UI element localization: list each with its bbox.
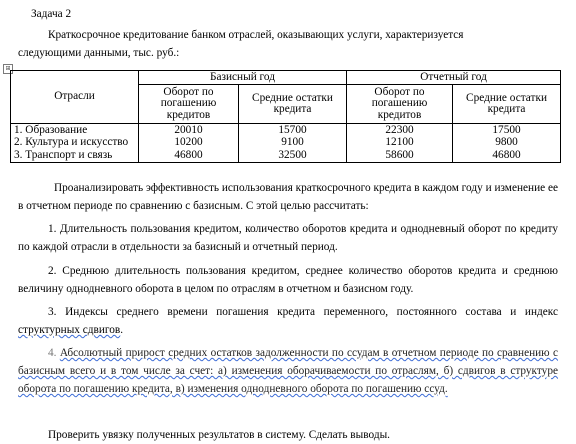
cell-base-balance: 32500 bbox=[239, 150, 347, 163]
header-branches: Отрасли bbox=[11, 71, 139, 124]
cell-report-balance: 17500 bbox=[453, 124, 561, 137]
task-item-3-end: . bbox=[120, 324, 124, 336]
cell-base-turnover: 10200 bbox=[139, 137, 239, 150]
cell-base-turnover: 46800 bbox=[139, 150, 239, 163]
header-base-turnover: Оборот по погашению кредитов bbox=[139, 85, 239, 124]
cell-report-balance: 9800 bbox=[453, 137, 561, 150]
table-row bbox=[11, 124, 561, 137]
table-row bbox=[11, 150, 561, 163]
cell-base-balance: 15700 bbox=[239, 124, 347, 137]
header-report-turnover: Оборот по погашению кредитов bbox=[347, 85, 453, 124]
table-row bbox=[11, 137, 561, 150]
credit-data-table bbox=[10, 70, 561, 163]
task-description: Проанализировать эффективность использования краткосрочного кредита в каждом году и изменение ее в отчетном периоде по сравнению с базисным. С этой целью рассчитать: bbox=[18, 182, 558, 212]
cell-base-turnover: 20010 bbox=[139, 124, 239, 137]
row-branch: 1. Образование bbox=[11, 124, 139, 137]
header-base-year: Базисный год bbox=[139, 71, 347, 85]
cell-report-balance: 46800 bbox=[453, 150, 561, 163]
intro-line-1: Краткосрочное кредитование банком отраслей, оказывающих услуги, характеризуется bbox=[48, 29, 464, 41]
final-instruction: Проверить увязку полученных результатов в систему. Сделать выводы. bbox=[48, 429, 390, 441]
task-item-1: 1. Длительность пользования кредитом, количество оборотов кредита и однодневный оборот по кредиту по каждой отрасли в отдельности за базисный и отчетный период. bbox=[18, 223, 558, 253]
header-report-balance: Средние остатки кредита bbox=[453, 85, 561, 124]
cell-report-turnover: 22300 bbox=[347, 124, 453, 137]
header-report-year: Отчетный год bbox=[347, 71, 561, 85]
task-item-4-number: 4. bbox=[48, 347, 60, 359]
task-item-3-text: 3. Индексы среднего времени погашения кредита переменного, постоянного состава и индекс bbox=[48, 306, 558, 318]
spellcheck-underlined-text: структурных сдвигов bbox=[18, 324, 121, 336]
row-branch: 3. Транспорт и связь bbox=[11, 150, 139, 163]
task-item-2: 2. Среднюю длительность пользования кредитом, среднее количество оборотов кредита и среднюю величину однодневного оборота в целом по отраслям в отчетном и базисном году. bbox=[18, 265, 558, 295]
header-base-balance: Средние остатки кредита bbox=[239, 85, 347, 124]
cell-report-turnover: 12100 bbox=[347, 137, 453, 150]
row-branch: 2. Культура и искусство bbox=[11, 137, 139, 150]
task-title: Задача 2 bbox=[31, 8, 72, 20]
task-item-4 bbox=[18, 344, 558, 398]
intro-line-2: следующими данными, тыс. руб.: bbox=[18, 47, 180, 59]
cell-base-balance: 9100 bbox=[239, 137, 347, 150]
task-item-3 bbox=[18, 303, 558, 339]
table-move-handle-icon[interactable]: ⊞ bbox=[3, 64, 13, 74]
cell-report-turnover: 58600 bbox=[347, 150, 453, 163]
task-item-4-text: Абсолютный прирост средних остатков задолженности по ссудам в отчетном периоде по сравнению с базисным всего и в том числе за счет: а) изменения оборачиваемости по отраслям, б) сдвигов в структуре оборота по погашению кредита, в) изменения однодневного оборота по погашению ссуд. bbox=[18, 347, 558, 395]
